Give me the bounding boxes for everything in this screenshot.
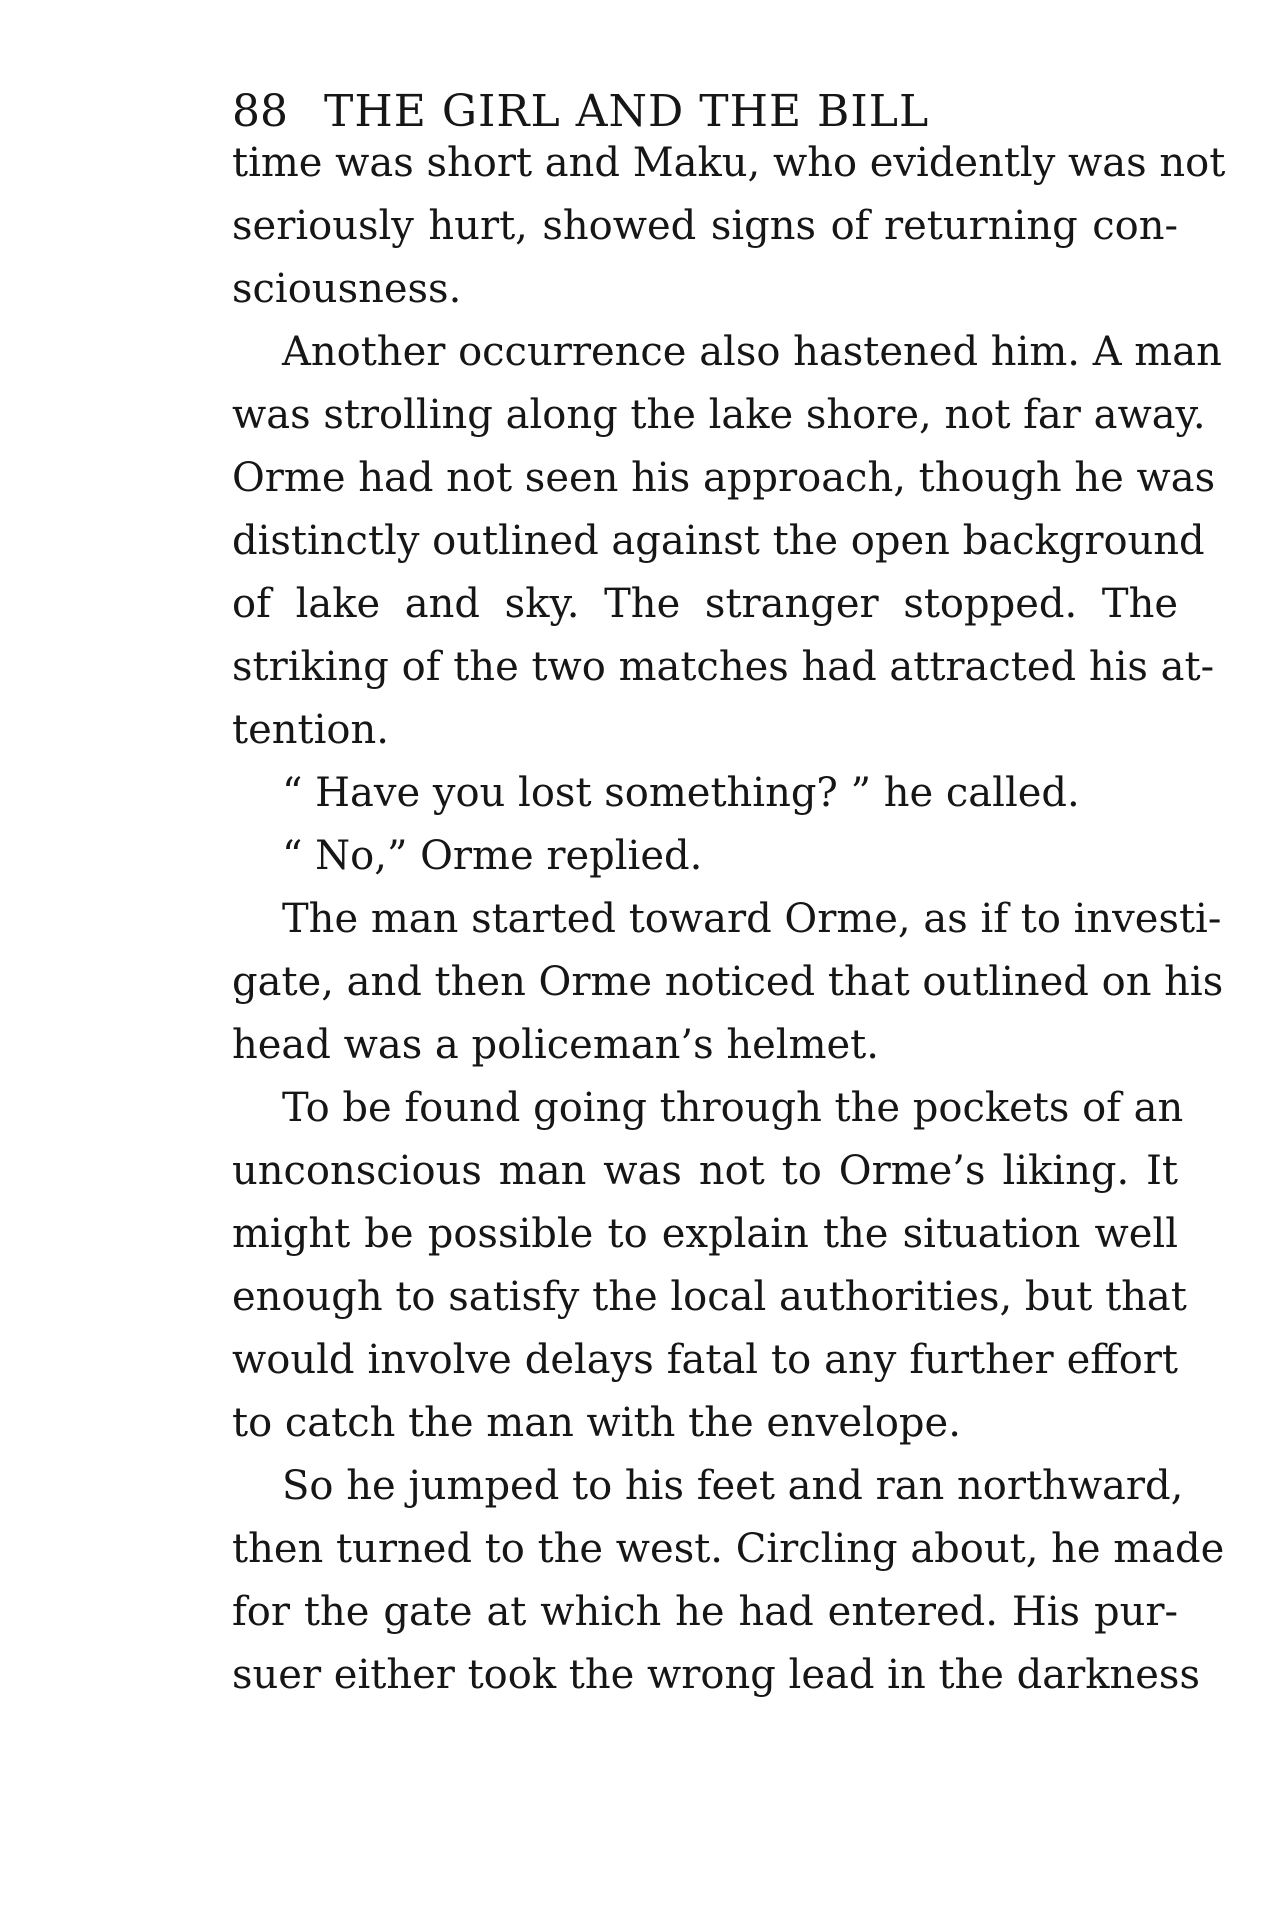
text-line: sciousness.: [232, 266, 462, 312]
page-number: 88: [232, 86, 288, 137]
text-line: tention.: [232, 707, 389, 753]
paragraph: [232, 132, 1226, 321]
text-line: seriously hurt, showed signs of returning con-: [232, 203, 1178, 249]
text-line: So he jumped to his feet and ran northward,: [282, 1463, 1184, 1509]
paragraph: [232, 888, 1224, 1077]
text-line: would involve delays fatal to any further effort: [232, 1337, 1178, 1383]
paragraph: [232, 762, 1178, 825]
text-line: enough to satisfy the local authorities, but that: [232, 1274, 1187, 1320]
text-line: Orme had not seen his approach, though he was: [232, 455, 1216, 501]
text-line: suer either took the wrong lead in the darkness: [232, 1652, 1200, 1698]
text-line: “ No,” Orme replied.: [282, 833, 703, 879]
body-text: [232, 132, 1226, 1707]
text-line: head was a policeman’s helmet.: [232, 1022, 879, 1068]
text-line: Another occurrence also hastened him. A man: [282, 329, 1222, 375]
text-line: distinctly outlined against the open background: [232, 518, 1205, 564]
paragraph: [232, 1077, 1187, 1455]
text-line: The man started toward Orme, as if to investi-: [282, 896, 1222, 942]
text-line: might be possible to explain the situation well: [232, 1211, 1178, 1257]
paragraph: [232, 1455, 1225, 1707]
text-line: then turned to the west. Circling about, he made: [232, 1526, 1225, 1572]
text-line: to catch the man with the envelope.: [232, 1400, 961, 1446]
text-line: for the gate at which he had entered. His pur-: [232, 1589, 1178, 1635]
text-line: To be found going through the pockets of an: [282, 1085, 1184, 1131]
text-line: of lake and sky. The stranger stopped. The: [232, 581, 1178, 627]
paragraph: [232, 825, 1178, 888]
text-line: time was short and Maku, who evidently was not: [232, 140, 1226, 186]
text-line: striking of the two matches had attracted his at-: [232, 644, 1215, 690]
text-line: unconscious man was not to Orme’s liking. It: [232, 1148, 1178, 1194]
text-line: “ Have you lost something? ” he called.: [282, 770, 1080, 816]
text-line: gate, and then Orme noticed that outlined on his: [232, 959, 1224, 1005]
text-line: was strolling along the lake shore, not far away.: [232, 392, 1206, 438]
paragraph: [232, 321, 1222, 762]
running-title: THE GIRL AND THE BILL: [324, 86, 930, 137]
